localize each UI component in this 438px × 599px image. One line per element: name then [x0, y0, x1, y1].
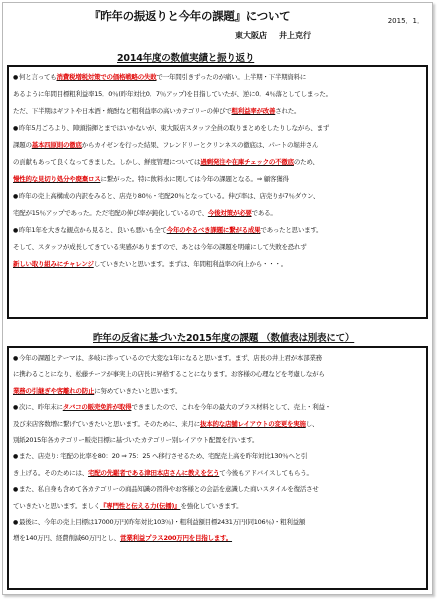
highlighted-phrase: タバコの販売免許が取得 — [62, 403, 132, 412]
highlighted-phrase: 粗利益率が改善 — [231, 107, 276, 115]
bullet-mark: ● — [13, 453, 18, 461]
text-line — [13, 350, 422, 366]
bullet-mark: ● — [13, 227, 18, 234]
highlighted-phrase: 慢性的な見切り処分や廃棄ロス — [13, 175, 101, 183]
text-run: そして、スタッフが成長してきている実感がありますので、あとは今年の課題を明確にして失敗を恐れず — [13, 243, 307, 251]
text-line — [13, 366, 422, 382]
text-run: 増を140万円、経費削減60万円とし、 — [13, 534, 120, 543]
text-line — [13, 383, 422, 399]
document-page — [2, 2, 433, 595]
text-run: し、 — [305, 419, 319, 428]
text-run: 昨年5月ごろより、陣頭指揮とまではいかないが、東大阪店スタッフ全員の取りまとめをしたりしながら、まず — [19, 124, 330, 132]
bullet-mark: ● — [13, 74, 18, 81]
text-run: あるように年間目標粗利益率15．0％(昨年対比0．7％アップ)を目指していたが、逆に0．4％落としてしまった。 — [13, 90, 332, 98]
text-run: で一年間引きずったのが痛い。上半期・下半期資料に — [156, 73, 307, 81]
text-run: を強化していきます。 — [180, 501, 243, 510]
highlighted-phrase: 新しい取り組みにチャレンジ — [13, 260, 94, 268]
section2-box — [7, 346, 428, 590]
text-run: 別紙2015年各カテゴリー販売目標に基づいたカテゴリー別レイアウト配置を行います。 — [13, 435, 259, 444]
author-line — [235, 30, 311, 41]
text-run: であったと思います。 — [260, 226, 323, 234]
text-run: 次に、昨年末に — [19, 403, 63, 412]
section2-text — [13, 350, 422, 547]
text-line — [13, 222, 422, 239]
highlighted-phrase: 『専門性と伝える力(伝播)』 — [99, 501, 181, 510]
text-line — [13, 465, 422, 481]
section1-text — [13, 69, 422, 273]
highlighted-phrase: 今後対策が必要 — [207, 209, 252, 217]
text-run: ていきたいと思います。ましく — [13, 501, 100, 510]
bullet-mark: ● — [13, 486, 18, 494]
text-run: また、店売り: 宅配の比率を80：20 ⇒ 75：25 へ移行させるため、宅配売上高を昨年対比130％へと引 — [19, 452, 308, 461]
text-run: き上げる。そのためには、 — [13, 468, 88, 477]
text-line — [13, 69, 422, 86]
text-run: からカイゼンを行った結果、フレンドリーとクリンネスの徹底は、パートの堀井さん — [81, 141, 319, 149]
text-run: 何と言っても — [19, 73, 57, 81]
text-run: 及び来店客数増に繋げていきたいと思います。そのために、来月に — [13, 419, 200, 428]
text-line — [13, 448, 422, 464]
text-line — [13, 432, 422, 448]
text-run: できましたので、これを今年の最大のプラス材料として、売上・利益・ — [131, 403, 331, 412]
store-name: 東大阪店 — [235, 31, 267, 40]
text-line — [13, 399, 422, 415]
highlighted-phrase: 今年のやるべき課題に繋がる成果 — [166, 226, 261, 234]
text-line — [13, 188, 422, 205]
text-line — [13, 171, 422, 188]
text-run: に携わることになり、松藤チーフが事実上の店長に昇格することになります。お客様の心理などを考慮しながら — [13, 370, 325, 379]
text-run: である。 — [251, 209, 277, 217]
bullet-mark: ● — [13, 193, 18, 200]
highlighted-phrase: 基本四原則の徹底 — [31, 141, 82, 149]
text-run: また、私自身も含めて各カテゴリーの商品知識の習得やお客様との会話を意識した商いスタイルを復活させ — [19, 485, 319, 494]
text-run: ただ、下半期はギフトや日本酒・焼酎など粗利益率の高いカテゴリーの伸びで — [13, 107, 232, 115]
text-run: 宅配が15％アップであった。ただ宅配の伸び率が鈍化しているので、 — [13, 209, 208, 217]
text-line — [13, 86, 422, 103]
highlighted-phrase: 抜本的な店舗レイアウトの変更を実施 — [199, 419, 306, 428]
text-run: 課題の — [13, 141, 32, 149]
text-line — [13, 481, 422, 497]
text-line — [13, 103, 422, 120]
text-line — [13, 256, 422, 273]
bullet-mark: ● — [13, 125, 18, 132]
text-run: 最後に、今年の売上目標は17000万円(昨年対比103％)・粗利益額目標2431万円(同106％)・粗利益額 — [19, 517, 306, 526]
text-run: て今後もアドバイスしてもらう。 — [219, 468, 313, 477]
text-line — [13, 514, 422, 530]
text-run: 昨年1年を大きな観点から見ると、良いも悪いも全て — [19, 226, 167, 234]
document-title: 『昨年の振返りと今年の課題』について — [89, 9, 291, 23]
text-run: の貢献もあって良くなってきました。しかし、鮮度管理については — [13, 158, 201, 166]
section2-heading: 昨年の反省に基づいた2015年度の課題 （数値表は別表にて） — [93, 333, 355, 344]
bullet-mark: ● — [13, 518, 18, 526]
text-line — [13, 154, 422, 171]
text-line — [13, 205, 422, 222]
text-run: された。 — [275, 107, 301, 115]
text-run: に繋がった。特に飲料水に関しては今年の課題となる。⇒ 顧客獲得 — [100, 175, 289, 183]
text-line — [13, 416, 422, 432]
bullet-mark: ● — [13, 404, 18, 412]
highlighted-phrase: 過剰発注や在庫チェックの不徹底 — [200, 158, 294, 166]
document-date: 2015．1． — [387, 17, 424, 25]
text-run: 昨年の売上高構成の内訳をみると、店売り80％・宅配20％となっている。伸び率は、店売りが7％ダウン、 — [19, 192, 320, 200]
section1-box — [7, 65, 428, 319]
highlighted-phrase: 営業利益プラス200万円を目指します。 — [119, 534, 233, 543]
text-run: に努めていきたいと思います。 — [94, 386, 182, 395]
author-name: 井上克行 — [279, 31, 311, 40]
text-line — [13, 498, 422, 514]
bullet-mark: ● — [13, 355, 18, 362]
text-line — [13, 120, 422, 137]
text-run: していきたいと思います。まずは、年間粗利益率の向上から・・・。 — [93, 260, 287, 268]
text-line — [13, 239, 422, 256]
highlighted-phrase: 消費税増税対策での価格戦略の失敗 — [56, 73, 157, 81]
text-run: のため、 — [293, 158, 319, 166]
text-line — [13, 530, 422, 546]
highlighted-phrase: 宅配の先駆者である津田本店さんに教えを乞う — [88, 468, 220, 477]
text-line — [13, 137, 422, 154]
text-run: 今年の課題とテーマは、多岐に渉っているので大変な1年になると思います。まず、店長の井上君が本部業務 — [19, 354, 322, 362]
highlighted-phrase: 業務の引継ぎや客離れの防止 — [13, 386, 95, 395]
section1-heading: 2014年度の数値実績と振り返り — [117, 53, 255, 64]
